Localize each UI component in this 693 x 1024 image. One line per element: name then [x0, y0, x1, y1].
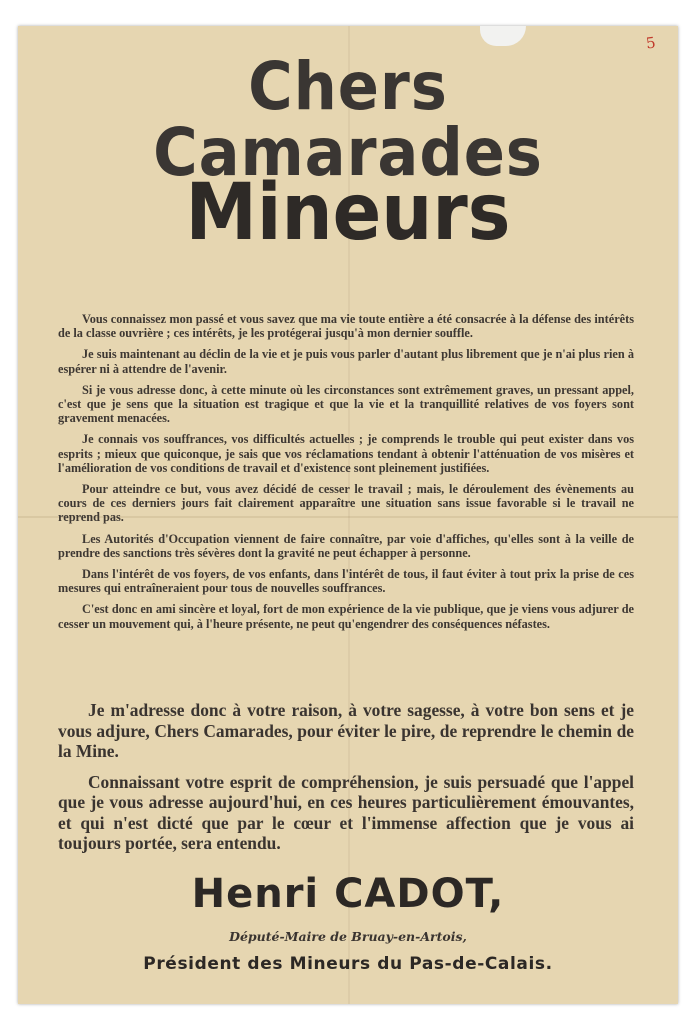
paragraph: C'est donc en ami sincère et loyal, fort de mon expérience de la vie publique, que je viens vous adjurer de cesser un mouvement qui, à l'heure présente, ne peut qu'engendrer des conséquences néfastes. [58, 602, 634, 631]
paragraph: Je suis maintenant au déclin de la vie et je puis vous parler d'autant plus librement que je n'ai plus rien à espérer ni à attendre de l'avenir. [58, 347, 634, 376]
handwritten-page-mark: 5 [644, 33, 657, 53]
paragraph: Pour atteindre ce but, vous avez décidé de cesser le travail ; mais, le déroulement des évènements au cours de ces derniers jours fait clairement apparaître une situation sans issue favorable si le travail ne reprend pas. [58, 482, 634, 525]
paragraph: Si je vous adresse donc, à cette minute où les circonstances sont extrêmement graves, un pressant appel, c'est que je sens que la situation est tragique et que la vie et la tranquillité relatives de vos foyers sont gravement menacées. [58, 382, 634, 426]
paragraph: Les Autorités d'Occupation viennent de faire connaître, par voie d'affiches, qu'elles sont à la veille de prendre des sanctions très sévères dont la gravité ne peut échapper à personne. [58, 531, 634, 560]
paragraph: Vous connaissez mon passé et vous savez que ma vie toute entière a été consacrée à la défense des intérêts de la classe ouvrière ; ces intérêts, je les protégerai jusqu'à mon dernier souffle. [58, 312, 634, 341]
appeal-paragraph: Connaissant votre esprit de compréhension, je suis persuadé que l'appel que je vous adresse aujourd'hui, en ces heures particulièrement émouvantes, et qui n'est dicté que par le cœur et l'immense affection que je vous ai toujours portée, sera entendu. [58, 771, 634, 853]
president-line: Président des Mineurs du Pas-de-Calais. [143, 954, 553, 974]
signature-name: Henri CADOT, [191, 871, 505, 917]
paper-tear [480, 26, 526, 46]
body-paragraphs [58, 312, 634, 638]
paragraph: Dans l'intérêt de vos foyers, de vos enfants, dans l'intérêt de tous, il faut éviter à tout prix la prise de ces mesures qui entraîneraient pour tous de nouvelles souffrances. [58, 567, 634, 596]
paragraph: Je connais vos souffrances, vos difficultés actuelles ; je comprends le trouble qui peut exister dans vos esprits ; mieux que quiconque, je sais que vos réclamations tendant à obtenir l'atténuation de vos misères et l'amélioration de vos conditions de travail et d'existence sont pleinement justifiées. [58, 432, 634, 475]
appeal-paragraph: Je m'adresse donc à votre raison, à votre sagesse, à votre bon sens et je vous adjure, Chers Camarades, pour éviter le pire, de reprendre le chemin de la Mine. [58, 700, 634, 761]
poster-sheet [18, 26, 678, 1004]
title-line-2: Mineurs [185, 168, 511, 258]
appeal-paragraphs [58, 700, 634, 864]
title-line-1: Chers Camarades [153, 48, 543, 191]
signature-title: Député-Maire de Bruay-en-Artois, [229, 929, 467, 944]
